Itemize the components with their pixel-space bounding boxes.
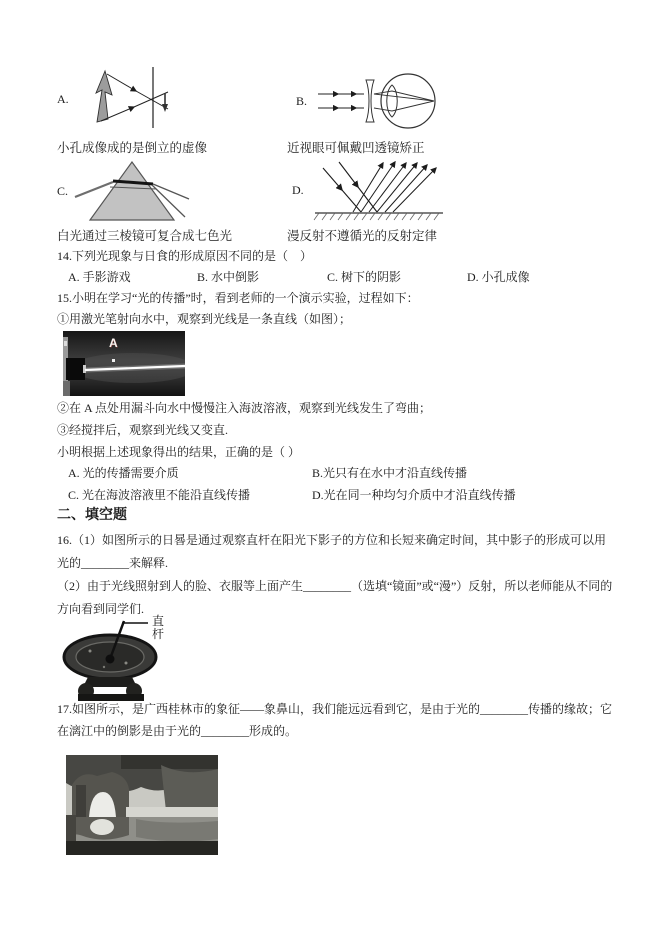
q15-step-1: ①用激光笔射向水中，观察到光线是一条直线（如图）；	[57, 312, 352, 326]
figure-label-a: A.	[57, 91, 69, 106]
laser-beam-photo	[63, 331, 185, 396]
figure-option-c	[57, 158, 191, 224]
q15-stem: 15.小明在学习“光的传播”时，看到老师的一个演示实验，过程如下：	[57, 291, 419, 305]
pinhole-imaging-icon	[74, 64, 194, 134]
figure-caption-c: 白光通过三棱镜可复合成七色光	[57, 229, 233, 243]
eye-concave-lens-icon	[312, 70, 450, 132]
figure-option-a	[57, 64, 194, 134]
q15-step-2: ②在 A 点处用漏斗向水中慢慢注入海波溶液，观察到光线发生了弯曲；	[57, 401, 432, 415]
q14-option-a: A. 手影游戏	[68, 270, 131, 284]
q16-part1-line1: 16.（1）如图所示的日晷是通过观察直杆在阳光下影子的方位和长短来确定时间，其中影子的形成可以用	[57, 533, 607, 547]
q14-stem: 14.下列光现象与日食的形成原因不同的是（ ）	[57, 249, 313, 263]
q14-option-d: D. 小孔成像	[467, 270, 530, 284]
figure-label-d: D.	[292, 182, 304, 197]
prism-dispersion-icon	[73, 158, 191, 224]
figure-label-c: C.	[57, 183, 69, 198]
laser-photo-point-a-label: A	[109, 336, 118, 350]
figure-caption-d: 漫反射不遵循光的反射定律	[287, 229, 438, 243]
q17-line2: 在漓江中的倒影是由于光的________形成的。	[57, 724, 298, 738]
q15-option-d: D.光在同一种均匀介质中才沿直线传播	[312, 488, 516, 502]
section-fill-in-blanks-title: 二、填空题	[57, 508, 127, 523]
q16-part2-line2: 方向看到同学们.	[57, 602, 145, 616]
figure-option-b	[296, 70, 450, 132]
q15-option-b: B.光只有在水中才沿直线传播	[312, 466, 468, 480]
q15-option-c: C. 光在海波溶液里不能沿直线传播	[68, 488, 251, 502]
q15-question: 小明根据上述现象得出的结果，正确的是（ ）	[57, 445, 301, 459]
figure-label-b: B.	[296, 93, 308, 108]
figure-caption-a: 小孔成像成的是倒立的虚像	[57, 141, 208, 155]
sundial-gnomon-label: 直杆	[152, 614, 165, 641]
figure-option-d	[292, 158, 449, 222]
elephant-trunk-hill-photo	[66, 755, 218, 855]
q16-part2-line1: （2）由于光线照射到人的脸、衣服等上面产生________（选填“镜面”或“漫”）反射，所以老师能从不同的	[57, 579, 613, 593]
q15-option-a: A. 光的传播需要介质	[68, 466, 179, 480]
q14-option-b: B. 水中倒影	[197, 270, 260, 284]
q14-option-c: C. 树下的阴影	[327, 270, 402, 284]
figure-caption-b: 近视眼可佩戴凹透镜矫正	[287, 141, 425, 155]
q17-line1: 17.如图所示，是广西桂林市的象征——象鼻山，我们能远远看到它，是由于光的________传播的缘故；它	[57, 702, 613, 716]
q16-part1-line2: 光的________来解释.	[57, 556, 169, 570]
diffuse-reflection-icon	[309, 158, 449, 222]
q15-step-3: ③经搅拌后，观察到光线又变直.	[57, 423, 229, 437]
sundial-figure	[60, 613, 178, 703]
